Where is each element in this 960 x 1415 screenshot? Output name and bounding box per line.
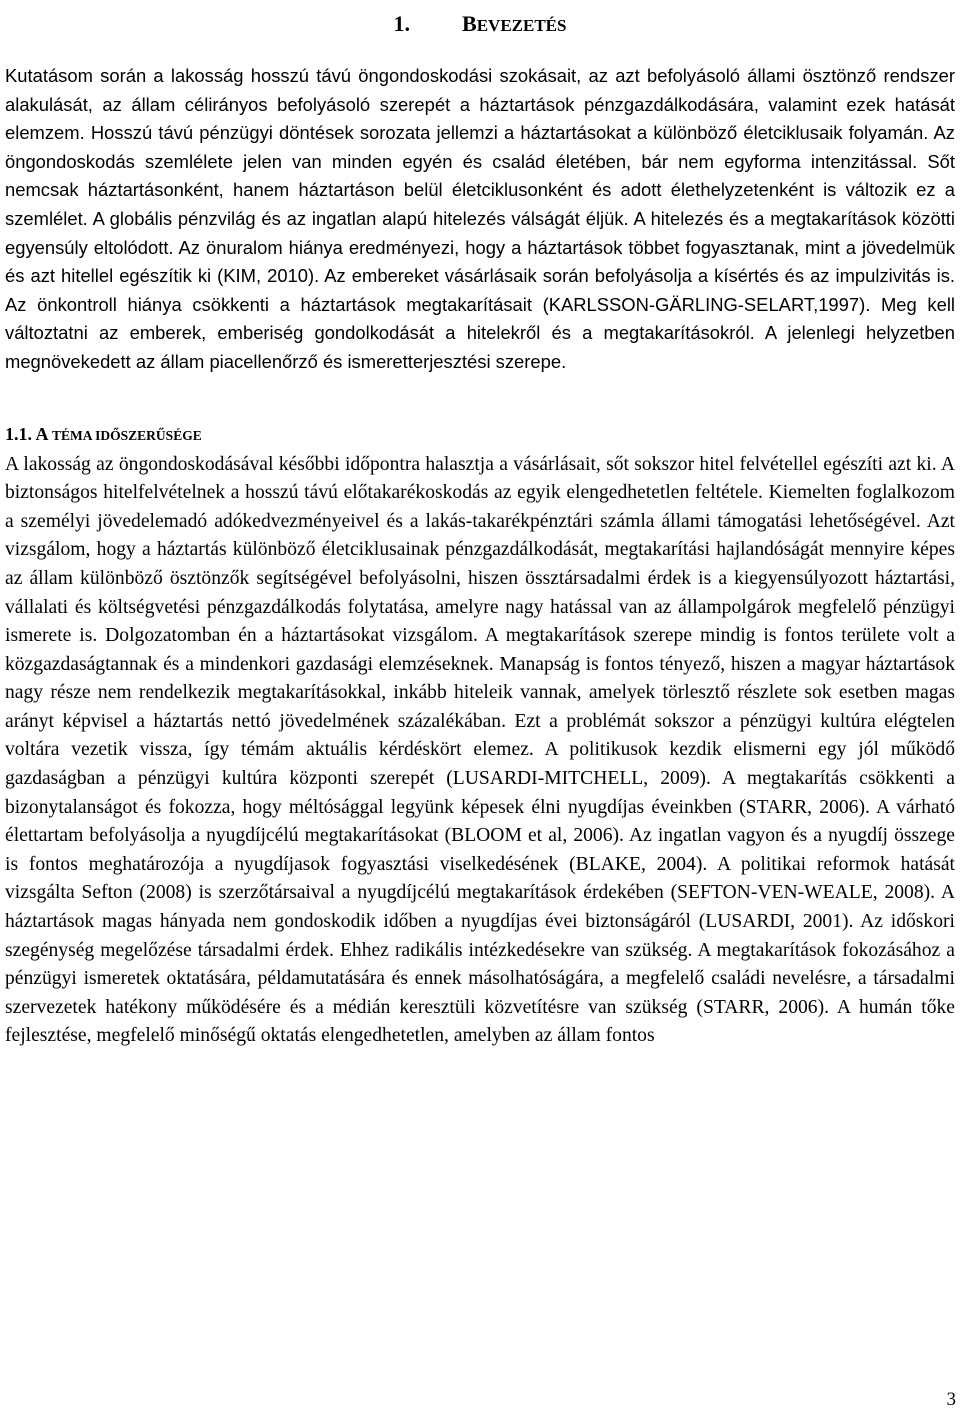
chapter-title-rest: EVEZETÉS: [476, 16, 567, 35]
section-number: 1.1.: [5, 423, 32, 444]
chapter-heading: [5, 6, 955, 42]
section-heading: [5, 419, 955, 449]
document-page: [5, 0, 955, 1051]
chapter-title-initial: B: [462, 11, 477, 36]
chapter-number: 1.: [393, 11, 411, 36]
section-title-initial: A: [35, 423, 48, 444]
section-title-rest: TÉMA IDŐSZERŰSÉGE: [52, 427, 202, 443]
section-paragraph: A lakosság az öngondoskodásával későbbi időpontra halasztja a vásárlásait, sőt sokszor hitel felvétellel egészíti azt ki. A biztonságos hitelfelvételnek a hosszú távú előtakarékoskodás az egyik elengedhetetlen feltétele. Kiemelten foglalkozom a személyi jövedelemadó adókedvezményeivel és a lakás-takarékpénztári számla állami támogatási lehetőségével. Azt vizsgálom, hogy a háztartás különböző életciklusainak pénzgazdálkodását, megtakarítási hajlandóságát mennyire képes az állam különböző ösztönzők segítségével befolyásolni, hiszen össztársadalmi érdek is a kiegyensúlyozott háztartási, vállalati és költségvetési pénzgazdálkodás folytatása, amelyre nagy hatással van az állampolgárok megfelelő pénzügyi ismerete is. Dolgozatomban én a háztartásokat vizsgálom. A megtakarítások szerepe mindig is fontos területe volt a közgazdaságtannak és a mindenkori gazdasági elemzéseknek. Manapság is fontos tényező, hiszen a magyar háztartások nagy része nem rendelkezik megtakarításokkal, inkább hiteleik vannak, amelyek törlesztő részlete sok esetben magas arányt képvisel a háztartás nettó jövedelmének százalékában. Ezt a problémát sokszor a pénzügyi kultúra elégtelen voltára vezetik vissza, így témám aktuális kérdéskört elemez. A politikusok kezdik elismerni egy jól működő gazdaságban a pénzügyi kultúra központi szerepét (LUSARDI-MITCHELL, 2009). A megtakarítás csökkenti a bizonytalanságot és fokozza, hogy méltósággal legyünk képesek élni nyugdíjas éveinkben (STARR, 2006). A várható élettartam befolyásolja a nyugdíjcélú megtakarításokat (BLOOM et al, 2006). Az ingatlan vagyon és a nyugdíj összege is fontos meghatározója a nyugdíjasok fogyasztási viselkedésének (BLAKE, 2004). A politikai reformok hatását vizsgálta Sefton (2008) is szerzőtársaival a nyugdíjcélú megtakarítások érdekében (SEFTON-VEN-WEALE, 2008). A háztartások magas hányada nem gondoskodik időben a nyugdíjas évei biztonságáról (LUSARDI, 2001). Az időskori szegénység megelőzése társadalmi érdek. Ehhez radikális intézkedésekre van szükség. A megtakarítások fokozásához a pénzügyi ismeretek oktatására, példamutatására és ennek másolhatóságára, a megfelelő családi nevelésre, a társadalmi szervezetek hatékony működésére és a médián keresztüli közvetítésre van szükség (STARR, 2006). A humán tőke fejlesztése, megfelelő minőségű oktatás elengedhetetlen, amelyben az állam fontos: [5, 453, 955, 1047]
intro-paragraph: Kutatásom során a lakosság hosszú távú öngondoskodási szokásait, az azt befolyásoló állami ösztönző rendszer alakulását, az állam célirányos befolyásoló szerepét a háztartások pénzgazdálkodására, valamint ezek hatását elemzem. Hosszú távú pénzügyi döntések sorozata jellemzi a háztartásokat a különböző életciklusaik folyamán. Az öngondoskodás szemlélete jelen van minden egyén és család életében, bár nem egyforma intenzitással. Sőt nemcsak háztartásonként, hanem háztartáson belül életciklusonként és adott élethelyzetenként is változik ez a szemlélet. A globális pénzvilág és az ingatlan alapú hitelezés válságát éljük. A hitelezés és a megtakarítások közötti egyensúly eltolódott. Az önuralom hiánya eredményezi, hogy a háztartások többet fogyasztanak, mint a jövedelmük és azt hitellel egészítik ki (KIM, 2010). Az embereket vásárlásaik során befolyásolja a kísértés és az impulzivitás is. Az önkontroll hiánya csökkenti a háztartások megtakarításait (KARLSSON-GÄRLING-SELART,1997). Meg kell változtatni az emberek, emberiség gondolkodását a hitelekről és a megtakarításokról. A jelenlegi helyzetben megnövekedett az állam piacellenőrző és ismeretterjesztési szerepe.: [5, 65, 955, 372]
page-number: 3: [946, 1389, 956, 1410]
